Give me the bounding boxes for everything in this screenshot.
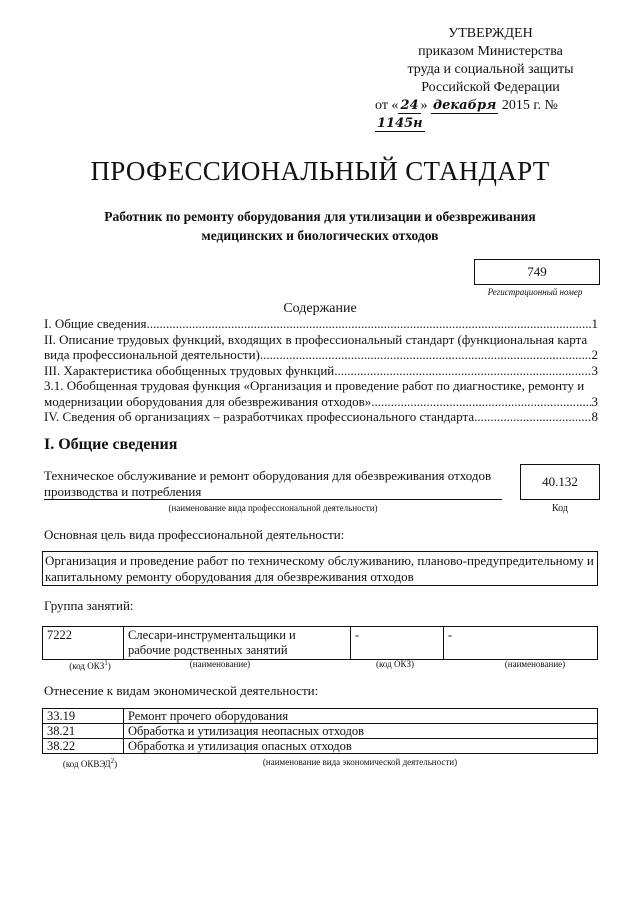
toc-item[interactable]: [44, 378, 598, 409]
toc-item[interactable]: [44, 316, 598, 332]
economic-activity-label: Отнесение к видам экономической деятельности:: [44, 683, 319, 698]
activity-code-caption: Код: [552, 503, 568, 514]
table-row: [43, 709, 598, 724]
toc-page: 2: [591, 347, 598, 362]
goal-line-2: капитальному ремонту оборудования для обезвреживания отходов: [45, 568, 414, 584]
activity-type-caption: (наименование вида профессиональной деятельности): [168, 503, 378, 513]
okved-code-cell: 38.22: [43, 739, 124, 754]
standard-name-line-1: Работник по ремонту оборудования для утилизации и обезвреживания: [104, 209, 536, 224]
standard-name: [40, 207, 600, 245]
occupation-name-cell-2: -: [444, 627, 598, 660]
approval-year: 2015 г. №: [501, 98, 558, 113]
contents-title: Содержание: [283, 301, 357, 316]
okved-code-caption: (код ОКВЭД$^2$): [62, 757, 118, 769]
table-of-contents: [44, 316, 598, 425]
table-row: [43, 739, 598, 754]
toc-page: 3: [591, 362, 598, 378]
occupation-code-cell-2: -: [351, 627, 444, 660]
toc-item[interactable]: [44, 409, 598, 425]
toc-leader: [371, 394, 591, 410]
approval-date-line: [373, 97, 608, 133]
occupation-group-table: [42, 626, 598, 660]
toc-item-text: II. Описание трудовых функций, входящих в профессиональный стандарт (функциональная карта: [44, 331, 588, 347]
toc-page: 1: [591, 316, 598, 331]
goal-box: [42, 551, 598, 586]
approval-line-3: труда и социальной защиты: [407, 62, 574, 77]
approval-line-1: УТВЕРЖДЕН: [448, 26, 533, 41]
approval-block: [373, 25, 608, 133]
occupation-name-line-1: Слесари-инструментальщики и: [128, 628, 296, 642]
toc-item-text: IV. Сведения об организациях – разработчиках профессионального стандарта: [44, 409, 475, 424]
goal-line-1: Организация и проведение работ по техническому обслуживанию, планово-предупредительному и: [45, 553, 594, 568]
toc-item-text: 3.1. Обобщенная трудовая функция «Организация и проведение работ по диагностике, ремонту и: [44, 378, 585, 393]
toc-page: 3: [591, 393, 598, 409]
approval-line-4: Российской Федерации: [421, 80, 560, 95]
handwritten-day: 24: [400, 98, 419, 113]
document-title: ПРОФЕССИОНАЛЬНЫЙ СТАНДАРТ: [90, 156, 550, 186]
approval-from-label: от «: [375, 98, 399, 113]
toc-leader: [334, 363, 591, 379]
okved-table: [42, 708, 598, 754]
handwritten-order-number: 1145н: [377, 116, 423, 131]
okz-name-caption-2: (наименование): [504, 659, 566, 669]
okz-code-caption-2: (код ОКЗ): [376, 659, 414, 669]
section-heading: I. Общие сведения: [44, 436, 178, 453]
toc-item-text: вида профессиональной деятельности): [44, 347, 260, 362]
occupation-code-cell: 7222: [43, 627, 124, 660]
table-row: [43, 627, 598, 660]
handwritten-month: декабря: [433, 98, 497, 113]
toc-leader: [147, 316, 592, 332]
goal-label: Основная цель вида профессиональной деятельности:: [44, 527, 345, 542]
okved-name-caption: (наименование вида экономической деятельности): [262, 757, 458, 767]
approval-quote-close: »: [420, 98, 428, 113]
toc-leader: [260, 347, 592, 363]
okved-code-cell: 38.21: [43, 724, 124, 739]
toc-item-text: I. Общие сведения: [44, 316, 147, 331]
activity-type-line-1: Техническое обслуживание и ремонт оборудования для обезвреживания отходов: [44, 468, 492, 483]
registration-number-label: Регистрационный номер: [487, 287, 583, 297]
occupation-name-cell: [124, 627, 351, 660]
occupation-group-label: Группа занятий:: [44, 598, 134, 613]
activity-code-box: 40.132: [520, 464, 600, 500]
toc-item[interactable]: [44, 363, 598, 379]
toc-item[interactable]: [44, 332, 598, 363]
occupation-name-line-2: рабочие родственных занятий: [128, 642, 288, 657]
table-row: [43, 724, 598, 739]
okved-name-cell: Ремонт прочего оборудования: [124, 709, 598, 724]
okz-name-caption: (наименование): [189, 659, 251, 669]
activity-type-line-2: производства и потребления: [44, 483, 202, 499]
toc-page: 8: [591, 409, 598, 424]
okz-code-caption: (код ОКЗ$^1$): [69, 659, 111, 671]
toc-item-text: III. Характеристика обобщенных трудовых функций: [44, 362, 335, 378]
okved-name-cell: Обработка и утилизация опасных отходов: [124, 739, 598, 754]
okved-name-cell: Обработка и утилизация неопасных отходов: [124, 724, 598, 739]
registration-number-box: 749: [474, 259, 600, 285]
approval-line-2: приказом Министерства: [418, 44, 563, 59]
activity-type-field: [44, 468, 502, 500]
toc-leader: [474, 409, 591, 425]
okved-code-cell: 33.19: [43, 709, 124, 724]
toc-item-text: модернизации оборудования для обезвреживания отходов»: [44, 393, 372, 409]
standard-name-line-2: медицинских и биологических отходов: [201, 228, 439, 243]
